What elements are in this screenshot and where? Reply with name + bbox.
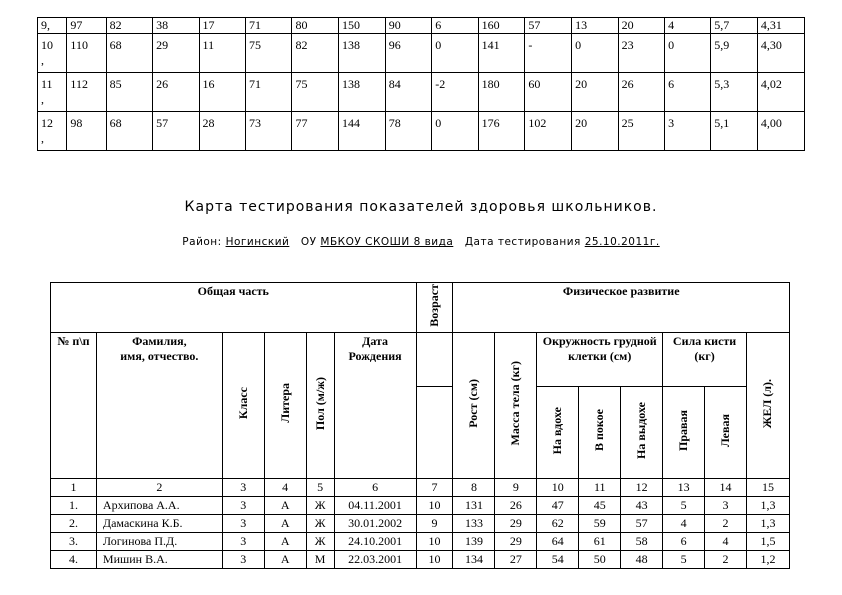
table-cell: М bbox=[306, 550, 334, 568]
table-cell: 0 bbox=[572, 34, 618, 73]
column-number: 3 bbox=[222, 478, 264, 496]
table-cell: 180 bbox=[478, 73, 525, 112]
table-cell: 97 bbox=[67, 18, 106, 34]
header-chest-in-text: На вдохе bbox=[550, 406, 565, 454]
table-cell: 71 bbox=[246, 73, 292, 112]
table-cell: А bbox=[264, 514, 306, 532]
table-cell: 68 bbox=[106, 34, 152, 73]
table-row bbox=[38, 18, 805, 34]
table-cell: 26 bbox=[495, 496, 537, 514]
header-sex-text: Пол (м/ж) bbox=[312, 376, 327, 430]
table-cell: 6 bbox=[665, 73, 711, 112]
table-cell: 71 bbox=[246, 18, 292, 34]
table-cell: 20 bbox=[572, 73, 618, 112]
table-cell: 102 bbox=[525, 112, 572, 151]
table-cell: 110 bbox=[67, 34, 106, 73]
age-header-text: Возраст bbox=[427, 284, 441, 327]
table-cell: 5 bbox=[663, 550, 705, 568]
table-cell: 1. bbox=[51, 496, 97, 514]
table-cell: 82 bbox=[292, 34, 338, 73]
table-cell: 57 bbox=[621, 514, 663, 532]
table-cell: 84 bbox=[385, 73, 431, 112]
table-cell: 75 bbox=[292, 73, 338, 112]
table-row bbox=[38, 34, 805, 73]
table-cell: 10 bbox=[416, 550, 453, 568]
table-cell: 10 bbox=[416, 532, 453, 550]
table-cell: 5,3 bbox=[711, 73, 758, 112]
header-weight bbox=[495, 332, 537, 478]
table-cell: 144 bbox=[338, 112, 385, 151]
table-cell: 98 bbox=[67, 112, 106, 151]
previous-results-body bbox=[38, 18, 805, 151]
table-cell: 58 bbox=[621, 532, 663, 550]
header-grip-left bbox=[705, 386, 747, 478]
table-cell: 134 bbox=[453, 550, 495, 568]
region-label: Район: bbox=[182, 236, 222, 248]
table-cell: 48 bbox=[621, 550, 663, 568]
table-cell: 112 bbox=[67, 73, 106, 112]
table-cell: 131 bbox=[453, 496, 495, 514]
column-number: 1 bbox=[51, 478, 97, 496]
table-cell: 96 bbox=[385, 34, 431, 73]
row-number-suffix: , bbox=[41, 131, 44, 145]
header-vital-capacity bbox=[746, 332, 789, 478]
table-cell: 0 bbox=[665, 34, 711, 73]
table-cell: 6 bbox=[663, 532, 705, 550]
table-cell: 5 bbox=[663, 496, 705, 514]
table-cell: 23 bbox=[618, 34, 664, 73]
table-row bbox=[38, 112, 805, 151]
table-cell: 4,31 bbox=[757, 18, 804, 34]
table-cell: Логинова П.Д. bbox=[96, 532, 222, 550]
table-cell: 9 bbox=[416, 514, 453, 532]
header-chest-rest bbox=[579, 386, 621, 478]
table-cell: 26 bbox=[618, 73, 664, 112]
table-cell: 59 bbox=[579, 514, 621, 532]
table-cell: 4. bbox=[51, 550, 97, 568]
table-cell: 0 bbox=[432, 112, 478, 151]
table-row bbox=[51, 514, 790, 532]
table-cell: 64 bbox=[537, 532, 579, 550]
header-birth-text: Дата Рождения bbox=[348, 333, 402, 363]
group-age-header bbox=[416, 283, 453, 333]
header-height-text: Рост (см) bbox=[466, 378, 481, 428]
column-number: 11 bbox=[579, 478, 621, 496]
table-cell: 3 bbox=[705, 496, 747, 514]
table-cell: 3 bbox=[665, 112, 711, 151]
header-class bbox=[222, 332, 264, 478]
header-chest: Окружность грудной клетки (см) bbox=[537, 332, 663, 386]
table-cell: А bbox=[264, 550, 306, 568]
table-cell: Архипова А.А. bbox=[96, 496, 222, 514]
table-cell: 3 bbox=[222, 550, 264, 568]
table-cell: 29 bbox=[495, 532, 537, 550]
table-cell: 47 bbox=[537, 496, 579, 514]
header-weight-text: Масса тела (кг) bbox=[508, 361, 523, 446]
region-value: Ногинский bbox=[225, 236, 290, 248]
header-chest-out bbox=[621, 386, 663, 478]
table-cell: 5,1 bbox=[711, 112, 758, 151]
table-cell: 20 bbox=[618, 18, 664, 34]
table-cell: 30.01.2002 bbox=[334, 514, 416, 532]
table-cell: 10 bbox=[416, 496, 453, 514]
table-cell: 73 bbox=[246, 112, 292, 151]
column-number: 12 bbox=[621, 478, 663, 496]
header-chest-out-text: На выдохе bbox=[634, 401, 649, 459]
table-cell: 2. bbox=[51, 514, 97, 532]
table-cell: 5,9 bbox=[711, 34, 758, 73]
table-cell: 13 bbox=[572, 18, 618, 34]
test-date-label: Дата тестирования bbox=[464, 236, 581, 248]
table-cell: 1,3 bbox=[746, 496, 789, 514]
column-number: 9 bbox=[495, 478, 537, 496]
table-cell: 4 bbox=[665, 18, 711, 34]
table-cell: 160 bbox=[478, 18, 525, 34]
table-cell: 68 bbox=[106, 112, 152, 151]
header-vc-text: ЖЕЛ (л). bbox=[760, 378, 775, 428]
table-cell: 38 bbox=[153, 18, 199, 34]
table-cell: 138 bbox=[338, 73, 385, 112]
column-number: 7 bbox=[416, 478, 453, 496]
table-cell: 50 bbox=[579, 550, 621, 568]
header-sex bbox=[306, 332, 334, 478]
table-cell: 139 bbox=[453, 532, 495, 550]
header-num: № п\п bbox=[51, 332, 97, 478]
table-cell: 54 bbox=[537, 550, 579, 568]
table-cell: 04.11.2001 bbox=[334, 496, 416, 514]
table-cell: 1,5 bbox=[746, 532, 789, 550]
table-cell: 5,7 bbox=[711, 18, 758, 34]
group-phys-header: Физическое развитие bbox=[453, 283, 790, 333]
column-number: 13 bbox=[663, 478, 705, 496]
table-cell: 24.10.2001 bbox=[334, 532, 416, 550]
table-cell: Ж bbox=[306, 514, 334, 532]
table-cell: 1,2 bbox=[746, 550, 789, 568]
table-cell: 80 bbox=[292, 18, 338, 34]
age-empty-cell bbox=[416, 332, 453, 386]
row-number: 9, bbox=[41, 18, 50, 32]
table-cell: 4,00 bbox=[757, 112, 804, 151]
table-cell: 3 bbox=[222, 496, 264, 514]
table-cell: 78 bbox=[385, 112, 431, 151]
column-number: 10 bbox=[537, 478, 579, 496]
row-number-cell bbox=[38, 34, 67, 73]
table-cell: 25 bbox=[618, 112, 664, 151]
header-chest-rest-text: В покое bbox=[592, 409, 607, 452]
row-number: 12 bbox=[41, 116, 53, 130]
table-cell: 45 bbox=[579, 496, 621, 514]
table-cell: 82 bbox=[106, 18, 152, 34]
table-cell: 3 bbox=[222, 514, 264, 532]
table-cell: 75 bbox=[246, 34, 292, 73]
table-cell: -2 bbox=[432, 73, 478, 112]
header-letter bbox=[264, 332, 306, 478]
table-row bbox=[51, 532, 790, 550]
table-cell: 43 bbox=[621, 496, 663, 514]
table-cell: 77 bbox=[292, 112, 338, 151]
table-row bbox=[51, 550, 790, 568]
table-cell: 150 bbox=[338, 18, 385, 34]
table-cell: 16 bbox=[199, 73, 245, 112]
health-test-table bbox=[50, 282, 790, 569]
table-cell: А bbox=[264, 496, 306, 514]
table-cell: А bbox=[264, 532, 306, 550]
table-cell: 27 bbox=[495, 550, 537, 568]
table-cell: - bbox=[525, 34, 572, 73]
table-cell: 22.03.2001 bbox=[334, 550, 416, 568]
test-date-value: 25.10.2011г. bbox=[584, 236, 660, 248]
previous-results-table bbox=[37, 17, 805, 151]
header-grip-left-text: Левая bbox=[718, 413, 733, 447]
row-number-suffix: , bbox=[41, 92, 44, 106]
table-cell: 4,02 bbox=[757, 73, 804, 112]
column-number: 6 bbox=[334, 478, 416, 496]
column-number: 2 bbox=[96, 478, 222, 496]
column-numbers-row bbox=[51, 478, 790, 496]
document-meta bbox=[0, 236, 842, 248]
header-height bbox=[453, 332, 495, 478]
header-name bbox=[96, 332, 222, 478]
table-cell: 3. bbox=[51, 532, 97, 550]
table-cell: Ж bbox=[306, 496, 334, 514]
table-cell: Мишин В.А. bbox=[96, 550, 222, 568]
group-general-header: Общая часть bbox=[51, 283, 417, 333]
table-cell: 2 bbox=[705, 514, 747, 532]
header-class-text: Класс bbox=[235, 387, 250, 420]
table-cell: 60 bbox=[525, 73, 572, 112]
header-grip: Сила кисти (кг) bbox=[663, 332, 747, 386]
table-row bbox=[51, 496, 790, 514]
table-cell: 176 bbox=[478, 112, 525, 151]
table-row bbox=[38, 73, 805, 112]
table-cell: Ж bbox=[306, 532, 334, 550]
health-test-body bbox=[51, 478, 790, 568]
column-number: 14 bbox=[705, 478, 747, 496]
table-cell: 61 bbox=[579, 532, 621, 550]
table-cell: 4 bbox=[705, 532, 747, 550]
header-grip-right-text: Правая bbox=[676, 409, 691, 451]
table-cell: 133 bbox=[453, 514, 495, 532]
table-cell: 29 bbox=[153, 34, 199, 73]
table-cell: 62 bbox=[537, 514, 579, 532]
table-cell: 1,3 bbox=[746, 514, 789, 532]
table-cell: 138 bbox=[338, 34, 385, 73]
header-birth bbox=[334, 332, 416, 478]
row-number-cell bbox=[38, 112, 67, 151]
table-cell: 141 bbox=[478, 34, 525, 73]
table-cell: 85 bbox=[106, 73, 152, 112]
header-letter-text: Литера bbox=[277, 383, 292, 424]
table-cell: Дамаскина К.Б. bbox=[96, 514, 222, 532]
column-number: 15 bbox=[746, 478, 789, 496]
column-number: 5 bbox=[306, 478, 334, 496]
row-number: 10 bbox=[41, 38, 53, 52]
table-cell: 20 bbox=[572, 112, 618, 151]
row-number-suffix: , bbox=[41, 53, 44, 67]
table-cell: 3 bbox=[222, 532, 264, 550]
header-grip-right bbox=[663, 386, 705, 478]
table-cell: 29 bbox=[495, 514, 537, 532]
ou-label: ОУ bbox=[300, 236, 317, 248]
table-cell: 57 bbox=[525, 18, 572, 34]
table-cell: 6 bbox=[432, 18, 478, 34]
table-cell: 57 bbox=[153, 112, 199, 151]
table-cell: 11 bbox=[199, 34, 245, 73]
ou-value: МБКОУ СКОШИ 8 вида bbox=[320, 236, 454, 248]
table-cell: 17 bbox=[199, 18, 245, 34]
row-number: 11 bbox=[41, 77, 53, 91]
table-cell: 26 bbox=[153, 73, 199, 112]
page-title: Карта тестирования показателей здоровья школьников. bbox=[184, 199, 658, 215]
row-number-cell bbox=[38, 18, 67, 34]
table-cell: 2 bbox=[705, 550, 747, 568]
column-number: 4 bbox=[264, 478, 306, 496]
age-empty-cell-2 bbox=[416, 386, 453, 478]
row-number-cell bbox=[38, 73, 67, 112]
header-name-text: Фамилия, имя, отчество. bbox=[120, 333, 199, 363]
table-cell: 28 bbox=[199, 112, 245, 151]
header-chest-in bbox=[537, 386, 579, 478]
table-cell: 0 bbox=[432, 34, 478, 73]
column-number: 8 bbox=[453, 478, 495, 496]
table-cell: 4 bbox=[663, 514, 705, 532]
table-cell: 90 bbox=[385, 18, 431, 34]
table-cell: 4,30 bbox=[757, 34, 804, 73]
